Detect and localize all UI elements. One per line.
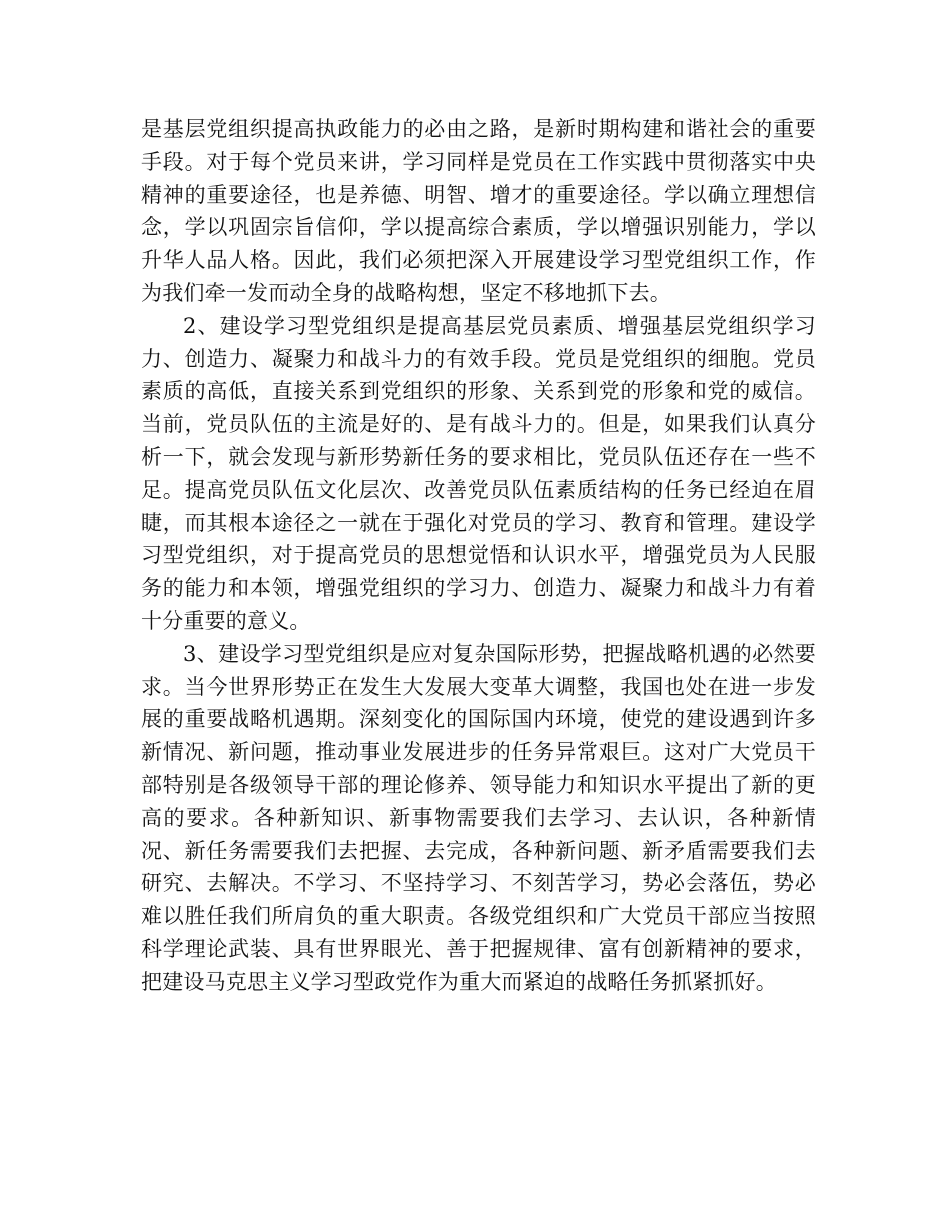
paragraph-continuation: 是基层党组织提高执政能力的必由之路，是新时期构建和谐社会的重要手段。对于每个党员来讲，学习同样是党员在工作实践中贯彻落实中央精神的重要途径，也是养德、明智、增才的重要途径。学以确立理想信念，学以巩固宗旨信仰，学以提高综合素质，学以增强识别能力，学以升华人品人格。因此，我们必须把深入开展建设学习型党组织工作，作为我们牵一发而动全身的战略构想，坚定不移地抓下去。	[141, 117, 816, 305]
paragraph-point-2: 2、建设学习型党组织是提高基层党员素质、增强基层党组织学习力、创造力、凝聚力和战斗力的有效手段。党员是党组织的细胞。党员素质的高低，直接关系到党组织的形象、关系到党的形象和党的威信。当前，党员队伍的主流是好的、是有战斗力的。但是，如果我们认真分析一下，就会发现与新形势新任务的要求相比，党员队伍还存在一些不足。提高党员队伍文化层次、改善党员队伍素质结构的任务已经迫在眉睫，而其根本途径之一就在于强化对党员的学习、教育和管理。建设学习型党组织，对于提高党员的思想觉悟和认识水平，增强党员为人民服务的能力和本领，增强党组织的学习力、创造力、凝聚力和战斗力有着十分重要的意义。	[141, 313, 816, 633]
paragraph-point-3: 3、建设学习型党组织是应对复杂国际形势，把握战略机遇的必然要求。当今世界形势正在发生大发展大变革大调整，我国也处在进一步发展的重要战略机遇期。深刻变化的国际国内环境，使党的建设遇到许多新情况、新问题，推动事业发展进步的任务异常艰巨。这对广大党员干部特别是各级领导干部的理论修养、领导能力和知识水平提出了新的更高的要求。各种新知识、新事物需要我们去学习、去认识，各种新情况、新任务需要我们去把握、去完成，各种新问题、新矛盾需要我们去研究、去解决。不学习、不坚持学习、不刻苦学习，势必会落伍，势必难以胜任我们所肩负的重大职责。各级党组织和广大党员干部应当按照科学理论武装、具有世界眼光、善于把握规律、富有创新精神的要求，把建设马克思主义学习型政党作为重大而紧迫的战略任务抓紧抓好。	[141, 641, 816, 994]
document-body	[141, 113, 816, 999]
